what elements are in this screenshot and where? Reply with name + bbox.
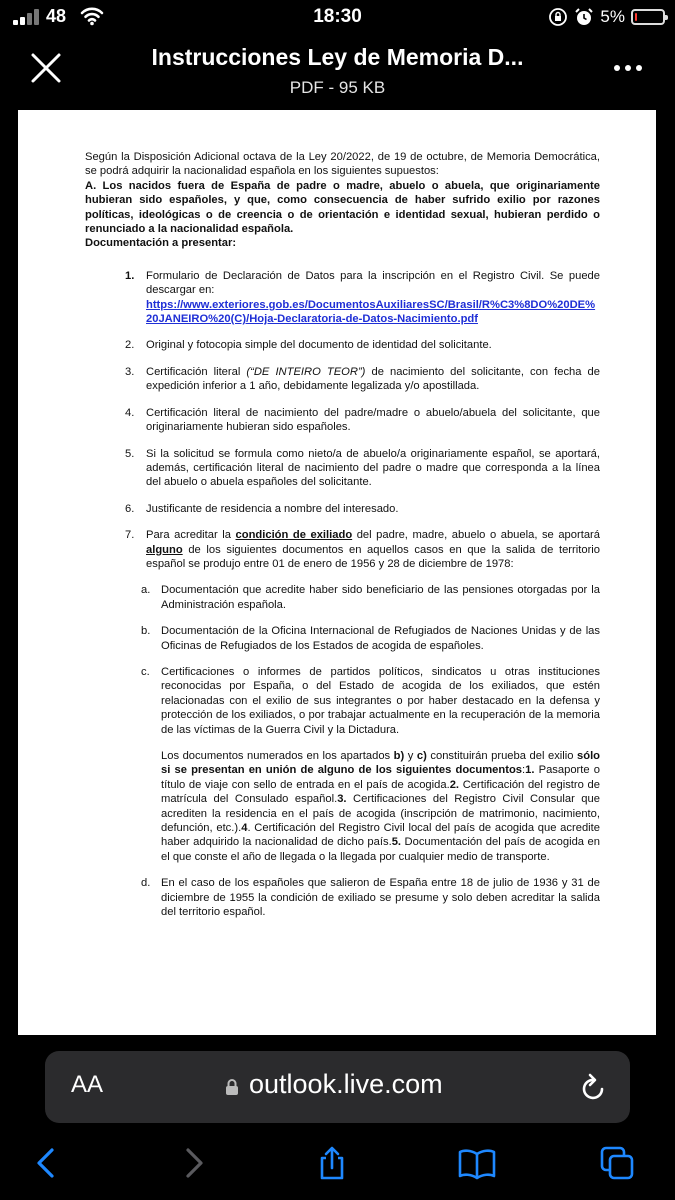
item-number: 1.	[125, 269, 135, 282]
alarm-icon	[574, 7, 594, 27]
bookmarks-icon[interactable]	[457, 1146, 497, 1180]
note-bold: c)	[416, 750, 427, 762]
sub-item-b	[85, 624, 600, 653]
item-text: de nacimiento del solicitante, con fecha de expedición inferior a 1 año, debidamente legalizada y/o apostillada.	[146, 365, 600, 393]
sub-item-c	[85, 665, 600, 737]
more-icon[interactable]	[613, 64, 643, 72]
item-text: del padre, madre, abuelo o abuela, se aportará	[352, 529, 600, 542]
item-number: 5.	[125, 447, 135, 460]
item-text: Certificación literal de nacimiento del padre/madre o abuelo/abuela del solicitante, que originariamente hubieran sido españoles.	[146, 406, 600, 434]
reload-icon[interactable]	[580, 1072, 608, 1102]
sub-item-a	[85, 583, 600, 612]
forward-icon[interactable]	[176, 1146, 210, 1180]
item-number: 3.	[125, 365, 135, 378]
status-bar	[0, 0, 675, 34]
list-item-7	[85, 528, 600, 571]
share-icon[interactable]	[315, 1146, 349, 1180]
orientation-lock-icon	[548, 7, 568, 27]
back-icon[interactable]	[30, 1146, 64, 1180]
list-item-5	[85, 447, 600, 490]
note-text: Certificaciones del Registro Civil Consular que acrediten la residencia en el país de acogida (inscripción de matrimonio, nacimiento, defunción, etc.).	[161, 793, 600, 835]
list-item-4	[85, 406, 600, 435]
note-text: constituirán prueba del exilio	[426, 750, 578, 762]
item-text: Para acreditar la	[146, 529, 236, 542]
sub-item-letter: a.	[141, 584, 151, 597]
sub-item-text: Certificaciones o informes de partidos políticos, sindicatos u otras instituciones reconocidas por España, o del Estado de acogida de los exiliados, que estén relacionadas con el exilio de sus integrantes o por haber destacado en la defensa y protección de los exiliados, o por trabajar actualmente en la recuperación de la memoria de las víctimas de la Guerra Civil y la Dictadura.	[161, 665, 600, 736]
note-text: . Certificación del Registro Civil local del país de acogida que acredite haber adquirido la nacionalidad de dicho país.	[161, 822, 600, 849]
pdf-page[interactable]	[18, 110, 656, 1035]
item-text: Original y fotocopia simple del documento de identidad del solicitante.	[146, 339, 492, 352]
item-number: 4.	[125, 406, 135, 419]
list-item-6	[85, 502, 600, 516]
battery-icon	[631, 9, 665, 25]
sub-item-text: En el caso de los españoles que salieron de España entre 18 de julio de 1936 y 31 de diciembre de 1955 la condición de exiliado se presume y solo deben acreditar la salida del territorio español.	[161, 877, 600, 919]
item-number: 2.	[125, 339, 135, 352]
clock: 18:30	[313, 6, 362, 27]
item-number: 6.	[125, 502, 135, 515]
list-item-1	[85, 269, 600, 327]
note-text: :	[522, 764, 526, 777]
sub-item-letter: d.	[141, 877, 151, 890]
note-text: Los documentos numerados en los apartados	[161, 750, 394, 762]
tabs-icon[interactable]	[600, 1146, 634, 1180]
battery-percent: 5%	[600, 7, 625, 26]
emphasis-alguno: alguno	[146, 543, 183, 556]
section-a: A. Los nacidos fuera de España de padre o madre, abuelo o abuela, que originariamente hubieran sido españoles, y que, como consecuencia de haber sufrido exilio por razones políticas, ideológicas o de creencia o de orientación e identidad sexual, hubieran perdido o renunciado a la nacionalidad española.	[85, 179, 600, 236]
viewer-header	[0, 34, 675, 108]
sub-item-d	[85, 876, 600, 919]
sub-item-text: Documentación de la Oficina Internacional de Refugiados de Naciones Unidas y de las Oficinas de Refugiados de los Estados de acogida de españoles.	[161, 625, 600, 652]
note-text: Certificación del registro de matrícula del Consulado español.	[161, 778, 600, 806]
sub-item-text: Documentación que acredite haber sido beneficiario de las pensiones otorgadas por la Administración española.	[161, 584, 600, 611]
note-number: 3.	[337, 793, 347, 806]
note-text: Pasaporte o título de viaje con sello de entrada en el país de acogida.	[161, 764, 600, 791]
address-bar[interactable]	[45, 1051, 630, 1123]
documents-heading: Documentación a presentar:	[85, 237, 237, 250]
note-bold: b)	[393, 750, 405, 762]
list-item-3	[85, 365, 600, 394]
note-number: 2.	[449, 778, 460, 791]
document-info: PDF - 95 KB	[289, 78, 386, 97]
url-text[interactable]: outlook.live.com	[249, 1069, 443, 1099]
item-text: Justificante de residencia a nombre del interesado.	[146, 502, 399, 515]
intro-paragraph: Según la Disposición Adicional octava de la Ley 20/2022, de 19 de octubre, de Memoria Democrática, se podrá adquirir la nacionalidad española en los siguientes supuestos:	[85, 151, 600, 178]
item-text: Si la solicitud se formula como nieto/a de abuelo/a originariamente español, se aportará, además, certificación literal de nacimiento del padre o madre que corresponda a la línea del abuelo o abuela españoles del solicitante.	[146, 447, 600, 489]
note-text: y	[404, 750, 417, 762]
item-italic: (“DE INTEIRO TEOR”)	[246, 365, 366, 378]
note-number: 4	[241, 822, 248, 835]
close-icon[interactable]	[28, 50, 64, 86]
document-body	[85, 150, 600, 919]
sub-item-letter: c.	[141, 665, 150, 678]
document-title: Instrucciones Ley de Memoria D...	[151, 44, 524, 70]
note-bold: sólo si se presentan en unión de alguno de los siguientes documentos	[161, 750, 601, 777]
note-number: 1.	[525, 764, 535, 777]
item-number: 7.	[125, 529, 135, 542]
text-size-button[interactable]: AA	[71, 1071, 104, 1098]
download-link[interactable]: https://www.exteriores.gob.es/DocumentosAuxiliaresSC/Brasil/R%C3%8DO%20DE%20JANEIRO%20(C)/Hoja-Declaratoria-de-Datos-Nacimiento.pdf	[146, 298, 596, 326]
item-text: Formulario de Declaración de Datos para la inscripción en el Registro Civil. Se puede descargar en:	[146, 269, 600, 297]
evidence-note	[85, 749, 600, 864]
browser-toolbar	[0, 1130, 675, 1200]
note-number: 5.	[391, 836, 402, 849]
lock-icon	[225, 1078, 239, 1096]
network-label: 48	[46, 6, 67, 26]
list-item-2	[85, 338, 600, 352]
item-text: Certificación literal	[146, 365, 247, 378]
item-text: de los siguientes documentos en aquellos casos en que la salida de territorio español se produjo entre 01 de enero de 1956 y 28 de diciembre de 1978:	[146, 543, 600, 570]
note-text: Documentación del país de acogida en el que conste el año de llegada o la llegada por cualquier medio de transporte.	[161, 836, 600, 863]
emphasis-exiliado: condición de exiliado	[235, 529, 353, 542]
sub-item-letter: b.	[141, 625, 151, 638]
